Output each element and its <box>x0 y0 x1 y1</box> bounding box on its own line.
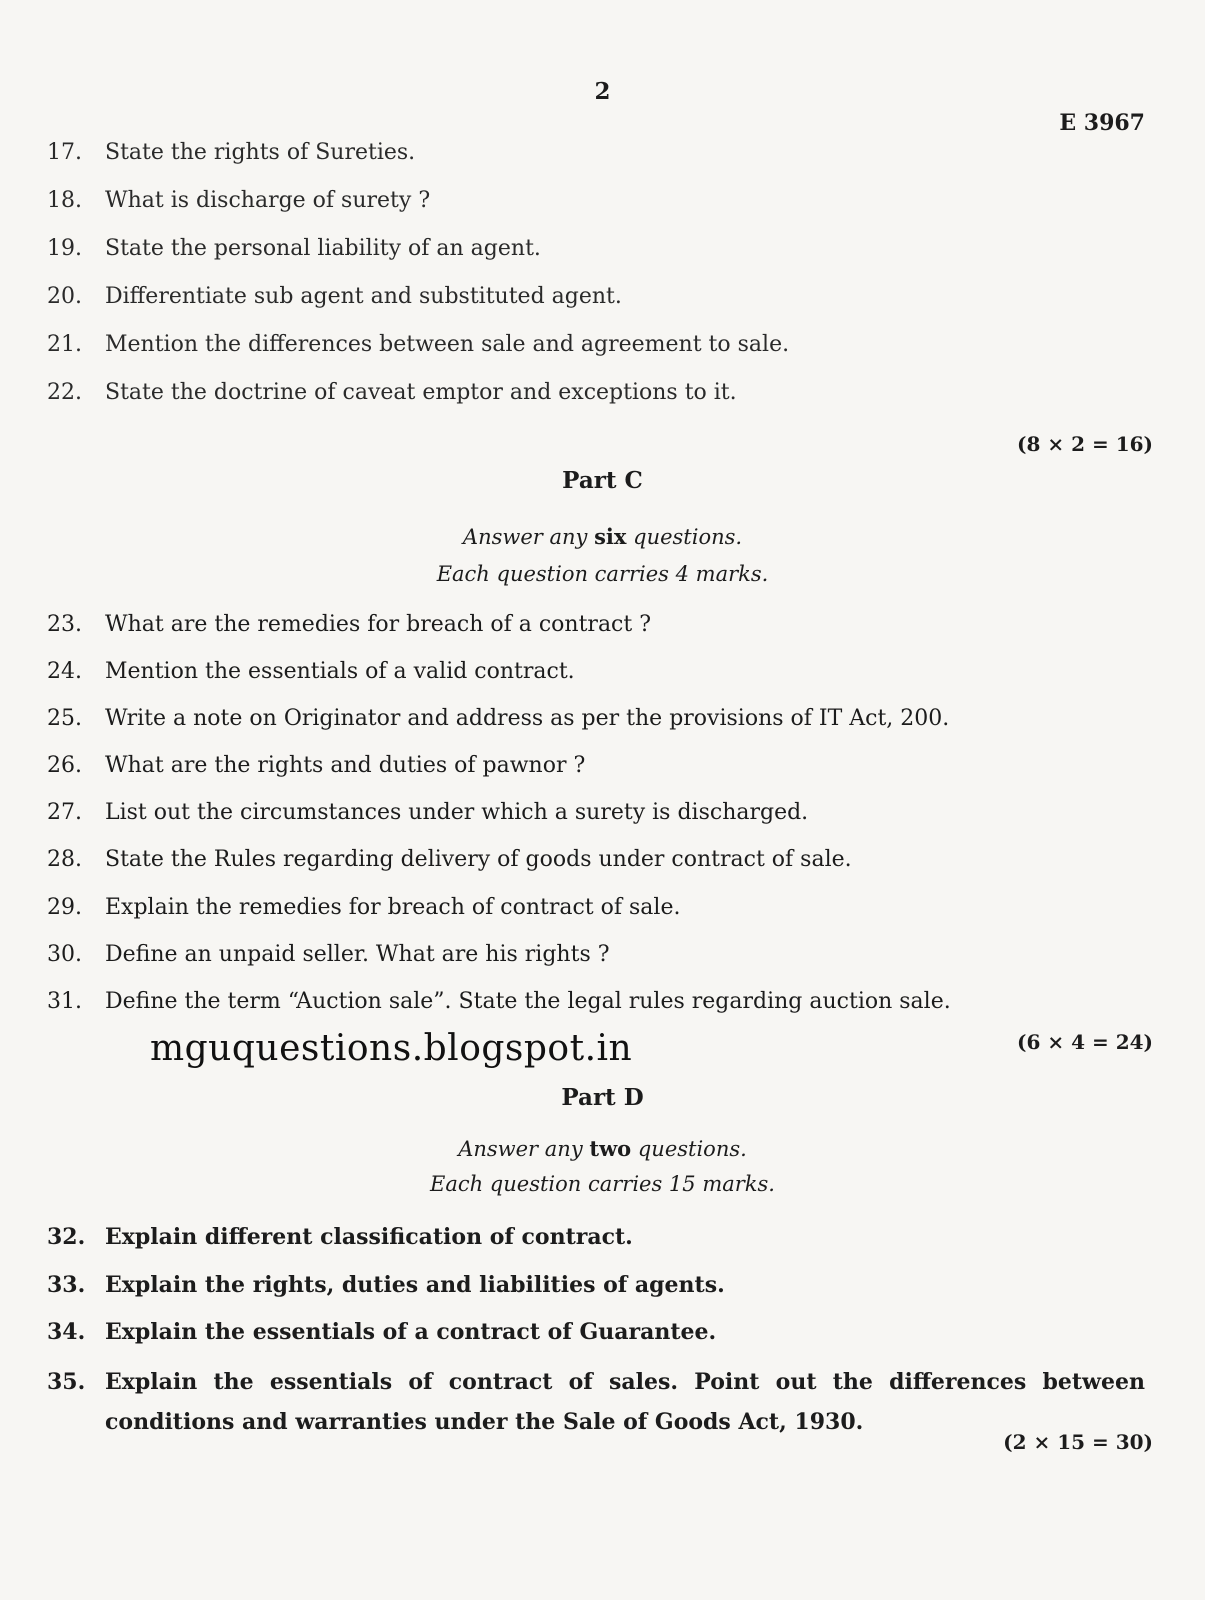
question-item <box>47 1362 1155 1442</box>
question-text: State the personal liability of an agent. <box>105 236 541 261</box>
instruction-prefix: Answer any <box>458 1137 583 1161</box>
question-number: 25. <box>47 706 82 731</box>
page-number: 2 <box>594 78 611 105</box>
watermark-text: mguquestions.blogspot.in <box>150 1028 633 1069</box>
marks-summary: (6 × 4 = 24) <box>1017 1030 1153 1054</box>
question-text: What are the rights and duties of pawnor ? <box>105 753 586 778</box>
question-text: Write a note on Originator and address as per the provisions of IT Act, 200. <box>105 706 950 731</box>
question-text: Define the term “Auction sale”. State the legal rules regarding auction sale. <box>105 989 951 1014</box>
question-item <box>47 845 1155 875</box>
question-item <box>47 657 1155 687</box>
question-item <box>47 1317 1155 1347</box>
question-item <box>47 751 1155 781</box>
question-number: 33. <box>47 1272 86 1298</box>
instruction-count: two <box>589 1136 632 1161</box>
question-item <box>47 234 1155 264</box>
question-item <box>47 893 1155 923</box>
instruction-suffix: questions. <box>637 1137 747 1161</box>
question-number: 24. <box>47 659 82 684</box>
question-text: Explain the rights, duties and liabilities of agents. <box>105 1272 725 1298</box>
instruction-prefix: Answer any <box>462 525 588 549</box>
question-item <box>47 378 1155 408</box>
question-item <box>47 940 1155 970</box>
question-text: Mention the differences between sale and agreement to sale. <box>105 332 790 357</box>
part-title: Part D <box>561 1084 644 1111</box>
question-item <box>47 138 1155 168</box>
question-number: 27. <box>47 800 82 825</box>
question-text: List out the circumstances under which a surety is discharged. <box>105 800 809 825</box>
question-item <box>47 1270 1155 1300</box>
question-item <box>47 704 1155 734</box>
question-number: 32. <box>47 1224 86 1250</box>
question-number: 20. <box>47 284 82 309</box>
question-item <box>47 282 1155 312</box>
instruction-line <box>0 524 1205 549</box>
question-text: State the rights of Sureties. <box>105 140 416 165</box>
marks-summary: (8 × 2 = 16) <box>1017 432 1153 456</box>
question-text: Explain different classification of contract. <box>105 1224 633 1250</box>
exam-code: E 3967 <box>1059 110 1145 136</box>
question-number: 19. <box>47 236 82 261</box>
question-number: 31. <box>47 989 82 1014</box>
instruction-line <box>0 1136 1205 1161</box>
question-item <box>47 330 1155 360</box>
question-item <box>47 1222 1155 1252</box>
question-text: State the Rules regarding delivery of goods under contract of sale. <box>105 847 852 872</box>
question-item <box>47 987 1155 1017</box>
question-number: 26. <box>47 753 82 778</box>
question-number: 21. <box>47 332 82 357</box>
question-text: Mention the essentials of a valid contract. <box>105 659 575 684</box>
question-number: 34. <box>47 1319 86 1345</box>
question-number: 17. <box>47 140 82 165</box>
question-text: Explain the essentials of contract of sales. Point out the differences between conditions and warranties under the Sale of Goods Act, 1930. <box>105 1369 1145 1435</box>
part-title: Part C <box>562 467 643 494</box>
question-item <box>47 798 1155 828</box>
question-item <box>47 186 1155 216</box>
question-number: 29. <box>47 895 82 920</box>
question-text: Differentiate sub agent and substituted agent. <box>105 284 622 309</box>
question-number: 23. <box>47 612 82 637</box>
question-text: State the doctrine of caveat emptor and exceptions to it. <box>105 380 737 405</box>
question-number: 30. <box>47 942 82 967</box>
question-text: Define an unpaid seller. What are his rights ? <box>105 942 610 967</box>
question-text: Explain the remedies for breach of contract of sale. <box>105 895 681 920</box>
instruction-line-2: Each question carries 15 marks. <box>430 1172 775 1196</box>
question-text: What are the remedies for breach of a contract ? <box>105 612 652 637</box>
question-item <box>47 610 1155 640</box>
marks-summary: (2 × 15 = 30) <box>1003 1430 1153 1454</box>
question-number: 18. <box>47 188 82 213</box>
instruction-line-2: Each question carries 4 marks. <box>436 562 769 586</box>
question-text: Explain the essentials of a contract of Guarantee. <box>105 1319 717 1345</box>
question-text: What is discharge of surety ? <box>105 188 431 213</box>
question-number: 28. <box>47 847 82 872</box>
question-number: 22. <box>47 380 82 405</box>
question-number: 35. <box>47 1369 86 1395</box>
instruction-suffix: questions. <box>633 525 743 549</box>
instruction-count: six <box>594 524 627 549</box>
